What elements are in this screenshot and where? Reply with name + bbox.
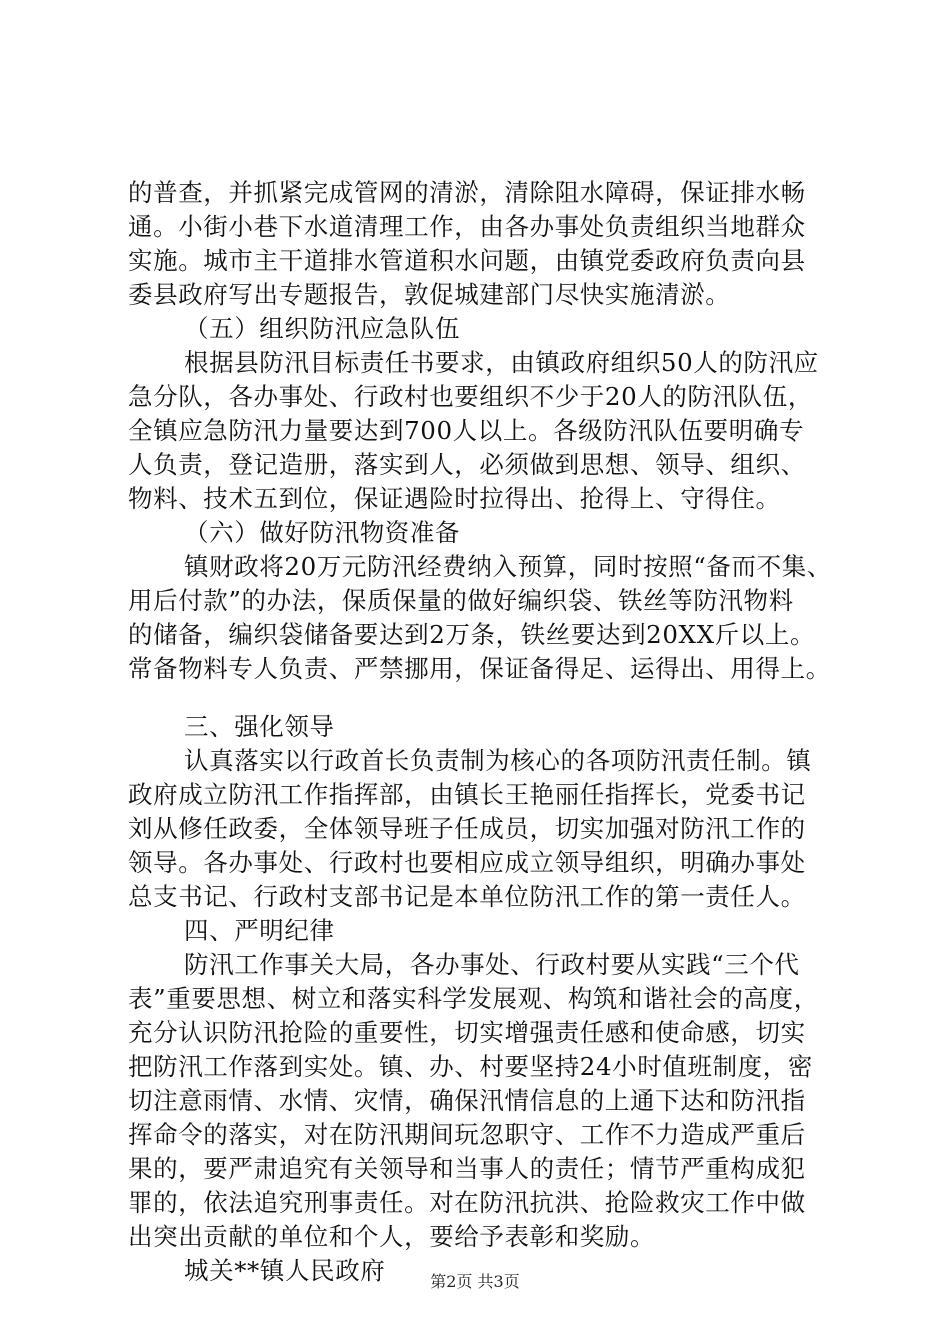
text-line: 认真落实以行政首长负责制为核心的各项防汛责任制。镇 bbox=[184, 746, 812, 775]
text-line: 领导。各办事处、行政村也要相应成立领导组织，明确办事处 bbox=[128, 848, 806, 877]
text-line: 的储备，编织袋储备要达到2万条，铁丝要达到20XX斤以上。 bbox=[128, 620, 816, 649]
text-line: 镇财政将20万元防汛经费纳入预算，同时按照“备而不集、 bbox=[184, 552, 832, 581]
text-line: 物料、技术五到位，保证遇险时拉得出、抢得上、守得住。 bbox=[128, 484, 781, 513]
text-line: 根据县防汛目标责任书要求，由镇政府组织50人的防汛应 bbox=[184, 348, 819, 377]
text-line: 人负责，登记造册，落实到人，必须做到思想、领导、组织、 bbox=[128, 450, 806, 479]
text-line: 用后付款”的办法，保质保量的做好编织袋、铁丝等防汛物料 bbox=[128, 586, 794, 615]
text-line: 全镇应急防汛力量要达到700人以上。各级防汛队伍要明确专 bbox=[128, 416, 805, 445]
text-line: 四、严明纪律 bbox=[184, 916, 335, 945]
text-line: 果的，要严肃追究有关领导和当事人的责任；情节严重构成犯 bbox=[128, 1154, 806, 1183]
text-line: 通。小街小巷下水道清理工作，由各办事处负责组织当地群众 bbox=[128, 212, 806, 241]
text-line: 常备物料专人负责、严禁挪用，保证备得足、运得出、用得上。 bbox=[128, 654, 831, 683]
text-line: （五）组织防汛应急队伍 bbox=[184, 314, 461, 343]
text-line: 充分认识防汛抢险的重要性，切实增强责任感和使命感，切实 bbox=[128, 1018, 806, 1047]
text-line: 三、强化领导 bbox=[184, 712, 335, 741]
text-line: 实施。城市主干道排水管道积水问题，由镇党委政府负责向县 bbox=[128, 246, 806, 275]
text-line: 政府成立防汛工作指挥部，由镇长王艳丽任指挥长，党委书记 bbox=[128, 780, 806, 809]
text-line: 出突出贡献的单位和个人，要给予表彰和奖励。 bbox=[128, 1222, 656, 1251]
text-line: 城关**镇人民政府 bbox=[184, 1256, 386, 1285]
text-line: 挥命令的落实，对在防汛期间玩忽职守、工作不力造成严重后 bbox=[128, 1120, 806, 1149]
text-line: 把防汛工作落到实处。镇、办、村要坚持24小时值班制度，密 bbox=[128, 1052, 813, 1081]
text-line: 罪的，依法追究刑事责任。对在防汛抗洪、抢险救灾工作中做 bbox=[128, 1188, 806, 1217]
text-line: 切注意雨情、水情、灾情，确保汛情信息的上通下达和防汛指 bbox=[128, 1086, 806, 1115]
text-line: 急分队，各办事处、行政村也要组织不少于20人的防汛队伍， bbox=[128, 382, 813, 411]
text-line: 委县政府写出专题报告，敦促城建部门尽快实施清淤。 bbox=[128, 280, 731, 309]
text-line: 刘从修任政委，全体领导班子任成员，切实加强对防汛工作的 bbox=[128, 814, 806, 843]
text-line: （六）做好防汛物资准备 bbox=[184, 518, 461, 547]
page-footer: 第2页 共3页 bbox=[430, 1272, 520, 1291]
text-line: 表”重要思想、树立和落实科学发展观、构筑和谐社会的高度， bbox=[128, 984, 819, 1013]
text-line: 防汛工作事关大局，各办事处、行政村要从实践“三个代 bbox=[184, 950, 800, 979]
text-line: 总支书记、行政村支部书记是本单位防汛工作的第一责任人。 bbox=[128, 882, 806, 911]
text-line: 的普查，并抓紧完成管网的清淤，清除阻水障碍，保证排水畅 bbox=[128, 178, 806, 207]
